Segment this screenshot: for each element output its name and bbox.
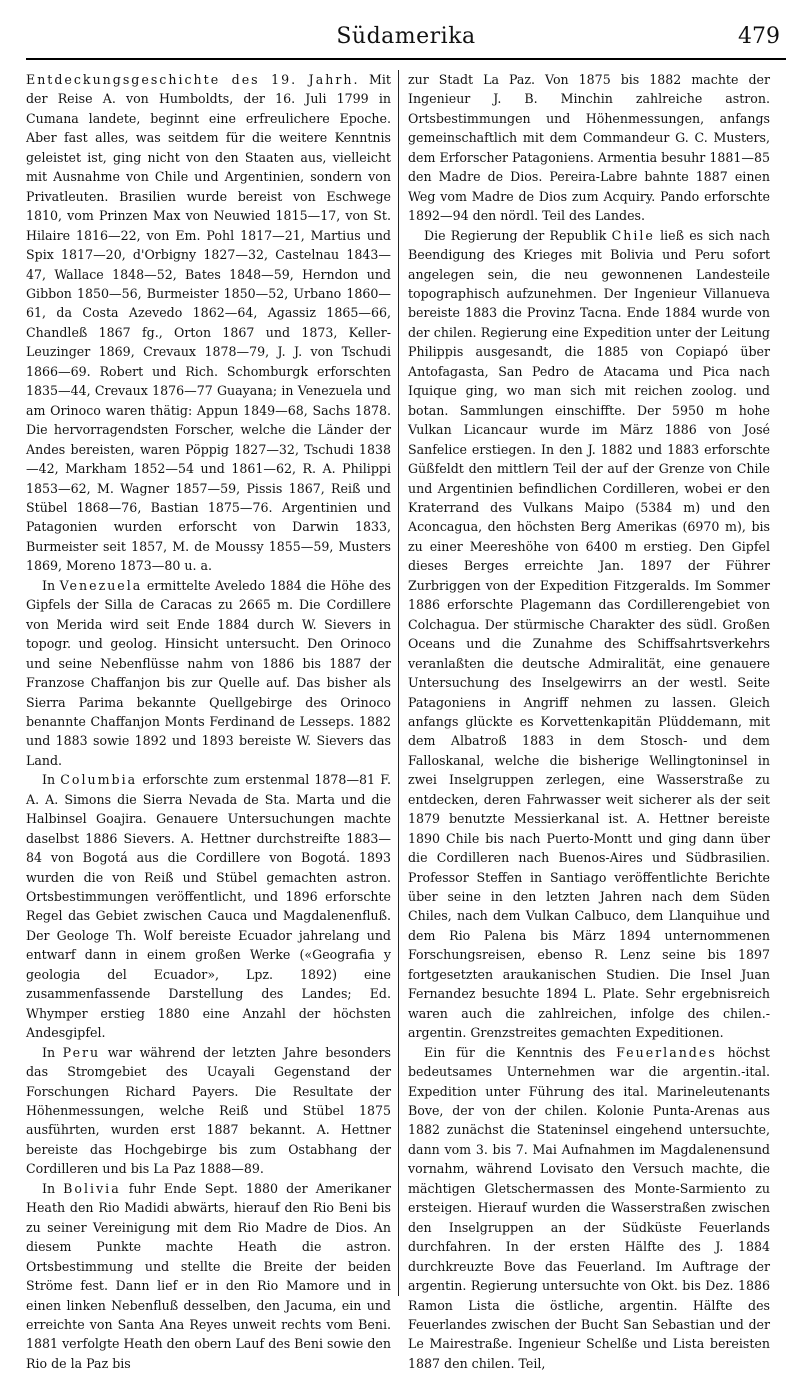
text-columns (26, 70, 786, 1371)
paragraph-text: war während der letzten Jahre besonders das Stromgebiet des Ucayali Gegenstand der Forschungen Richard Payers. Die Resultate der Höhenmessungen, welche Reiß und Stübel 1875 ausführten, wurden erst 1887 bekannt. A. Hettner bereiste das Hochgebirge bis zum Ostabhang der Cordilleren und bis La Paz 1888—89. (26, 1044, 391, 1177)
paragraph-prefix: In (42, 1044, 63, 1060)
left-column (26, 70, 398, 1371)
paragraph-text: erforschte zum erstenmal 1878—81 F. A. A. Simons die Sierra Nevada de Sta. Marta und die Halbinsel Goajira. Genauere Untersuchungen machte daselbst 1886 Sievers. A. Hettner durchstreifte 1883—84 von Bogotá aus die Cordillere von Bogotá. 1893 wurden die von Reiß und Stübel gemachten astron. Ortsbestimmungen veröffentlicht, und 1896 erforschte Regel das Gebiet zwischen Cauca und Magdalenenfluß. Der Geologe Th. Wolf bereiste Ecuador jahrelang und entwarf dann in einem großen Werke («Geografia y geologia del Ecuador», Lpz. 1892) eine zusammenfassende Darstellung des Landes; Ed. Whymper erstieg 1880 eine Anzahl der höchsten Andesgipfel. (26, 772, 391, 1041)
spaced-keyword: Venezuela (59, 577, 143, 593)
paragraph-text: ließ es sich nach Beendigung des Krieges mit Bolivia und Peru sofort angelegen sein, die neu gewonnenen Landesteile topographisch aufzunehmen. Der Ingenieur Villanueva bereiste 1883 die Provinz Tacna. Ende 1884 wurde von der chilen. Regierung eine Expedition unter der Leitung Philippis ausgesandt, die 1885 von Copiapó über Antofagasta, San Pedro de Atacama und Pica nach Iquique ging, wo man sich mit reichen zoolog. und botan. Sammlungen einschiffte. Der 5950 m hohe Vulkan Licancaur wurde im März 1886 von José Sanfelice erstiegen. In den J. 1882 und 1883 erforschte Güßfeldt den mittlern Teil der auf der Grenze von Chile und Argentinien befindlichen Cordilleren, wobei er den Kraterrand des Vulkans Maipo (5384 m) und den Aconcagua, den höchsten Berg Amerikas (6970 m), bis zu einer Meereshöhe von 6400 m erstieg. Den Gipfel dieses Berges erreichte Jan. 1897 der Führer Zurbriggen von der Expedition Fitzgeralds. Im Sommer 1886 erforschte Plagemann das Cordillerengebiet von Colchagua. Der stürmische Charakter des südl. Großen Oceans und die Zunahme des Schiffsahrtsverkehrs veranlaßten die deutsche Admiralität, eine genauere Untersuchung des Inselgewirrs an der westl. Seite Patagoniens in Angriff nehmen zu lassen. Gleich anfangs glückte es Korvettenkapitän Plüddemann, mit dem Albatroß 1883 in dem Stosch- und dem Falloskanal, welche die bisherige Wellingtoninsel in zwei Inselgruppen zerlegen, eine Wasserstraße zu entdecken, deren Fahrwasser weit sicherer als der seit 1879 benutzte Messierkanal ist. A. Hettner bereiste 1890 Chile bis nach Puerto-Montt und ging dann über die Cordilleren nach Buenos-Aires und Südbrasilien. Professor Steffen in Santiago veröffentlichte Berichte über seine in den letzten Jahren nach dem Süden Chiles, nach dem Vulkan Calbuco, dem Llanquihue und dem Rio Palena bis März 1894 unternommenen Forschungsreisen, ebenso R. Lenz seine bis 1897 fortgesetzten araukanischen Studien. Die Insel Juan Fernandez besuchte 1894 L. Plate. Sehr ergebnisreich waren auch die zahlreichen, infolge des chilen.-argentin. Grenzstreites gemachten Expeditionen. (408, 227, 770, 1041)
paragraph-text: Mit der Reise A. von Humboldts, der 16. Juli 1799 in Cumana landete, beginnt eine erfreulichere Epoche. Aber fast alles, was seitdem für die weitere Kenntnis geleistet ist, ging nicht von den Staaten aus, vielleicht mit Ausnahme von Chile und Argentinien, sondern von Privatleuten. Brasilien wurde bereist von Eschwege 1810, vom Prinzen Max von Neuwied 1815—17, von St. Hilaire 1816—22, von Em. Pohl 1817—21, Martius und Spix 1817—20, d'Orbigny 1827—32, Castelnau 1843—47, Wallace 1848—52, Bates 1848—59, Herndon und Gibbon 1850—56, Burmeister 1850—52, Urbano 1860—61, da Costa Azevedo 1862—64, Agassiz 1865—66, Chandleß 1867 fg., Orton 1867 und 1873, Keller-Leuzinger 1869, Crevaux 1878—79, J. J. von Tschudi 1866—69. Robert und Rich. Schomburgk erforschten 1835—44, Crevaux 1876—77 Guayana; in Venezuela und am Orinoco waren thätig: Appun 1849—68, Sachs 1878. Die hervorragendsten Forscher, welche die Länder der Andes bereisten, waren Pöppig 1827—32, Tschudi 1838—42, Markham 1852—54 und 1861—62, R. A. Philippi 1853—62, M. Wagner 1857—59, Pissis 1867, Reiß und Stübel 1868—76, Bastian 1875—76. Argentinien und Patagonien wurden erforscht von Darwin 1833, Burmeister seit 1857, M. de Moussy 1855—59, Musters 1869, Moreno 1873—80 u. a. (26, 72, 391, 574)
right-column (398, 70, 770, 1371)
paragraph (26, 576, 391, 771)
paragraph-prefix: In (42, 772, 61, 788)
paragraph-text: höchst bedeutsames Unternehmen war die argentin.-ital. Expedition unter Führung des ital. Marineleutenants Bove, der von der chilen. Kolonie Punta-Arenas aus 1882 zunächst die Stateninsel eingehend untersuchte, dann vom 3. bis 7. Mai Aufnahmen im Magdalenensund vornahm, während Lovisato den Versuch machte, die mächtigen Gletschermassen des Monte-Sarmiento zu ersteigen. Hierauf wurden die Wasserstraßen zwischen den Inselgruppen an der Südküste Feuerlands durchfahren. In der ersten Hälfte des J. 1884 durchkreuzte Bove das Feuerland. Im Auftrage der argentin. Regierung untersuchte von Okt. bis Dez. 1886 Ramon Lista die östliche, argentin. Hälfte des Feuerlandes zwischen der Bucht San Sebastian und der Le Mairestraße. Ingenieur Schelße und Lista bereisten 1887 den chilen. Teil, (408, 1044, 770, 1371)
paragraph-text: fuhr Ende Sept. 1880 der Amerikaner Heath den Rio Madidi abwärts, hierauf den Rio Beni bis zu seiner Vereinigung mit dem Rio Madre de Dios. An diesem Punkte machte Heath die astron. Ortsbestimmung und stellte die Breite der beiden Ströme fest. Dann lief er in den Rio Mamore und in einen linken Nebenfluß desselben, den Jacuma, ein und erreichte von Santa Ana Reyes unweit rechts vom Beni. 1881 verfolgte Heath den obern Lauf des Beni sowie den Rio de la Paz bis (26, 1180, 391, 1371)
spaced-keyword: Feuerlandes (616, 1044, 717, 1060)
spaced-keyword: Columbia (60, 772, 138, 788)
spaced-keyword: Entdeckungsgeschichte des 19. Jahrh. (26, 72, 360, 87)
paragraph (408, 1043, 770, 1373)
paragraph-prefix: In (42, 1180, 64, 1196)
page-number: 479 (738, 24, 780, 49)
paragraph (26, 1043, 391, 1179)
paragraph (26, 70, 391, 576)
page-title: Südamerika (336, 24, 476, 49)
paragraph-prefix: In (42, 577, 60, 593)
paragraph-text: zur Stadt La Paz. Von 1875 bis 1882 machte der Ingenieur J. B. Minchin zahlreiche astron. Ortsbestimmungen und Höhenmessungen, anfangs gemeinschaftlich mit dem Commandeur G. C. Musters, dem Erforscher Patagoniens. Armentia besuhr 1881—85 den Madre de Dios. Pereira-Labre bahnte 1887 einen Weg vom Madre de Dios zum Acquiry. Pando erforschte 1892—94 den nördl. Teil des Landes. (408, 72, 770, 224)
paragraph (26, 1179, 391, 1373)
paragraph (408, 70, 770, 226)
spaced-keyword: Chile (611, 227, 655, 243)
paragraph-text: ermittelte Aveledo 1884 die Höhe des Gipfels der Silla de Caracas zu 2665 m. Die Cordillere von Merida wird seit Ende 1884 durch W. Sievers in topogr. und geolog. Hinsicht untersucht. Den Orinoco und seine Nebenflüsse nahm von 1886 bis 1887 der Franzose Chaffanjon bis zur Quelle auf. Das bisher als Sierra Parima bekannte Quellgebirge des Orinoco benannte Chaffanjon Monts Ferdinand de Lesseps. 1882 und 1883 sowie 1892 und 1893 bereiste W. Sievers das Land. (26, 577, 391, 768)
spaced-keyword: Peru (62, 1044, 101, 1060)
paragraph-prefix: Ein für die Kenntnis des (424, 1044, 617, 1060)
paragraph (26, 770, 391, 1042)
spaced-keyword: Bolivia (63, 1180, 121, 1196)
paragraph (408, 226, 770, 1043)
page-header (26, 0, 786, 60)
paragraph-prefix: Die Regierung der Republik (424, 227, 612, 243)
